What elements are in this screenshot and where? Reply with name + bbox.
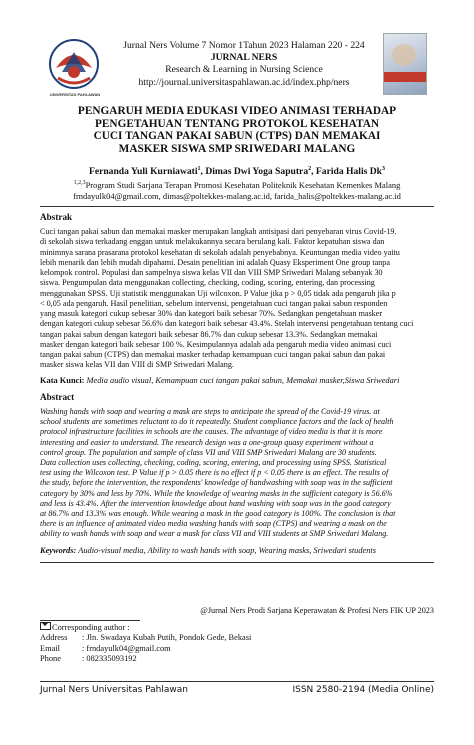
abstract-body — [40, 407, 434, 540]
abstrak-body — [40, 227, 434, 371]
abstract-line: school students are sometimes reluctant to do it repeatedly. Student compliance factors and the lack of health — [40, 417, 394, 427]
abstrak-line: tangan pakai sabun (CTPS) dan memakai masker terhadap kemampuan cuci tangan pakai sabun dan pakai — [40, 350, 386, 359]
abstract-line: Data collection uses collecting, checking, coding, scoring, entering, and processing using SPSS. Statistical — [40, 458, 387, 468]
footer-journal: Jurnal Ners Universitas Pahlawan — [40, 685, 188, 695]
abstract-line: test using the Wilcoxon test. P Value if p > 0.05 there is no effect if p < 0.05 there is an effect. The results of — [40, 468, 389, 478]
phone-label: Phone — [40, 654, 61, 664]
author-name: , Farida Halis Dk — [311, 166, 383, 177]
phone-value: : 082335093192 — [82, 654, 137, 664]
affiliation — [40, 180, 434, 202]
author-sup: 3 — [382, 165, 386, 172]
author-list — [40, 166, 434, 177]
abstrak-line: di sekolah siswa terkadang enggan untuk melakukannya secara berulang kali. Faktor kepatuhan siswa dan — [40, 237, 385, 247]
abstrak-line: yang masuk kategori cukup sebesar 30% dan kategori baik sebesar 70%. Sedangkan pengetahuan masker — [40, 309, 383, 318]
journal-volume: Jurnal Ners Volume 7 Nomor 1Tahun 2023 Halaman 220 - 224 — [123, 40, 365, 51]
abstract-line: control group. The population and sample of class VII and VIII SMP Sriwedari Malang are 30 students. — [40, 447, 377, 457]
title-line: PENGARUH MEDIA EDUKASI VIDEO ANIMASI TERHADAP — [77, 105, 397, 117]
abstract-line: protocol infrastructure facilities in schools are the causes. The advantage of video media is that it is more — [40, 427, 383, 437]
abstract-line: and less is 43.4%. After the intervention knowledge about hand washing with soap was in the good category — [40, 498, 391, 508]
email-label: Email — [40, 643, 61, 653]
journal-cover-image — [383, 33, 427, 95]
author-sup: 1 — [197, 165, 201, 172]
abstrak-line: dengan kategori cukup sebesar 56.6% dan kategori baik sebesar 43.4%. Stelah intervensi pengetahuan tentang cuci — [40, 319, 414, 329]
abstrak-line: kelompok control. Populasi dan sampelnya siswa kelas VII dan VIII SMP Sriwedari Malang sebanyak 30 — [40, 268, 383, 277]
abstract-heading: Abstract — [40, 392, 75, 402]
footnote-rule — [40, 620, 140, 621]
abstrak-line: menggunakan SPSS. Uji statistik menggunakan Uji wilcoxon. P Value jika p > 0,05 tidak ada pengaruh jika p — [40, 288, 396, 298]
abstract-line: interesting and easier to understand. The research design was a one-group quasy experiment without a — [40, 437, 374, 447]
logo-caption: UNIVERSITAS PAHLAWAN — [49, 92, 101, 97]
abstrak-line: Cuci tangan pakai sabun dan memakai masker merupakan langkah antisipasi dari penyebaran virus Covid-19. — [40, 227, 397, 236]
abstrak-line: < 0,05 ada pengaruh. Hasil penelitian, sebelum intervensi, pengetahuan cuci tangan pakai sabun responden — [40, 298, 388, 308]
title-line: CUCI TANGAN PAKAI SABUN (CTPS) DAN MEMAKAI — [93, 130, 381, 143]
address-label: Address — [40, 633, 68, 643]
cover-band — [384, 72, 426, 82]
abstract-line: there is an influence of animated video media washing hands with soap (CTPS) and wearing a mask on the — [40, 519, 387, 529]
journal-subtitle: Research & Learning in Nursing Science — [165, 64, 323, 76]
affiliation-emails: frndayulk04@gmail.com, dimas@poltekkes-malang.ac.id, farida_halis@poltekkes-malang.ac.id — [73, 191, 401, 201]
abstrak-line: tangan pakai sabun dengan kategori baik sebesar 86.7% dan cukup sebesar 13.3%. Sedangkan memakai — [40, 329, 378, 339]
abstract-line: category by 30% and less by 70%. While the knowledge of wearing masks in the sufficient category is 56.6% — [40, 488, 393, 498]
abstrak-line: siswa. Pengumpulan data menggunakan collecting, checking, coding, scoring, entering, dan processing — [40, 278, 375, 288]
journal-name: JURNAL NERS — [210, 52, 278, 64]
author-sup: 2 — [308, 165, 312, 172]
abstract-line: Washing hands with soap and wearing a mask are steps to anticipate the spread of the Covid-19 virus. at — [40, 407, 380, 416]
abstract-line: ability to wash hands with soap and wear a mask for class VII and VIII students at SMP Sriwedari Malang. — [40, 529, 389, 539]
kata-kunci — [40, 376, 434, 385]
abstrak-line: masker siswa kelas VII dan VIII di SMP Sriwedari Malang. — [40, 360, 234, 370]
footer-issn: ISSN 2580-2194 (Media Online) — [292, 685, 434, 695]
abstrak-line: minimnya sarana prasarana protokol kesehatan di sekolah adalah penyebabnya. Keuntungan media video yaitu — [40, 247, 400, 257]
keywords-label: Keywords: — [40, 546, 77, 555]
email-value[interactable]: : frndayulk04@gmail.com — [82, 643, 171, 653]
abstrak-heading: Abstrak — [40, 212, 73, 222]
copyright-notice: @Jurnal Ners Prodi Sarjana Keperawatan & Profesi Ners FIK UP 2023 — [200, 606, 434, 615]
address-value: : Jln. Swadaya Kubah Putih, Pondok Gede, Bekasi — [82, 633, 252, 643]
keywords — [40, 546, 434, 555]
cover-illustration — [392, 44, 416, 66]
kata-kunci-value: Media audio visual, Kemampuan cuci tangan pakai sabun, Memakai masker,Siswa Sriwedari — [84, 376, 400, 385]
author-name: Fernanda Yuli Kurniawati — [88, 166, 198, 177]
paper-title — [50, 105, 424, 155]
abstract-line: at 86.7% and 13.3% was enough. While wearing a mask in the good category is 100%. The conclusion is that — [40, 509, 396, 519]
affiliation-institution: Program Studi Sarjana Terapan Promosi Kesehatan Politeknik Kesehatan Kemenkes Malang — [85, 180, 401, 190]
journal-url[interactable]: http://journal.universitaspahlawan.ac.id/index.php/ners — [138, 76, 350, 88]
title-line: PENGETAHUAN TENTANG PROTOKOL KESEHATAN — [94, 117, 380, 130]
corresponding-title: Corresponding author : — [52, 623, 130, 632]
abstract-line: the study, before the intervention, the respondents' knowledge of handwashing with soap was in the sufficient — [40, 478, 393, 488]
keywords-value: Audio-visual media, Ability to wash hands with soap, Wearing masks, Sriwedari students — [76, 546, 377, 555]
corresponding-author — [40, 622, 251, 665]
title-line: MASKER SISWA SMP SRIWEDARI MALANG — [118, 142, 356, 155]
divider — [40, 562, 434, 563]
affiliation-sup: 1,2,3 — [73, 180, 86, 187]
footer-divider — [40, 681, 434, 682]
kata-kunci-label: Kata Kunci: — [40, 376, 85, 385]
university-logo — [44, 38, 104, 98]
divider — [40, 206, 434, 207]
abstrak-line: lebih menarik dan lebih mudah dipahami. Desain penelitian ini adalah Quasy Eksperiment One group tanpa — [40, 257, 390, 267]
journal-header — [112, 40, 376, 89]
envelope-icon — [40, 622, 51, 630]
author-name: , Dimas Dwi Yoga Saputra — [200, 166, 309, 177]
abstrak-line: masker dengan kategori baik sebesar 100 %. Kesimpulannya adalah ada pengaruh media video animasi cuci — [40, 339, 392, 349]
